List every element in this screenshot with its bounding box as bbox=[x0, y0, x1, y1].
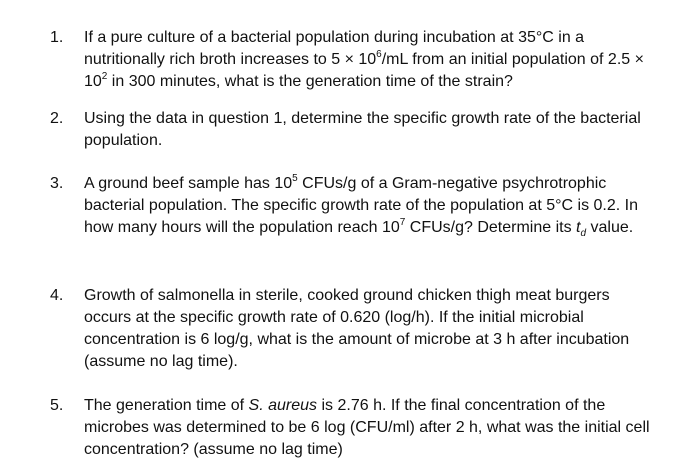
question-3-text-part: CFUs/g? Determine its bbox=[405, 219, 577, 236]
question-1-number: 1. bbox=[50, 29, 64, 46]
question-4-number: 4. bbox=[50, 287, 64, 304]
question-1-text-part: /mL from an initial population of 2.5 × 10 bbox=[84, 51, 644, 90]
question-1-text-part: If a pure culture of a bacterial population during incubation at 35°C in a nutritionally rich broth increases to 5 × 10 bbox=[84, 29, 585, 68]
question-1-text bbox=[84, 27, 650, 93]
question-1 bbox=[50, 27, 650, 93]
question-5 bbox=[50, 395, 650, 461]
question-4-text bbox=[84, 285, 650, 373]
question-4-text-part: Growth of salmonella in sterile, cooked ground chicken thigh meat burgers occurs at the specific growth rate of 0.620 (log/h). If the initial microbial concentration is 6 log/g, what is the amount of microbe at 3 h after incubation (assume no lag time). bbox=[84, 287, 630, 370]
generation-time-subscript: d bbox=[580, 228, 587, 240]
question-2-text-part: Using the data in question 1, determine the specific growth rate of the bacterial population. bbox=[84, 110, 641, 149]
exponent: 7 bbox=[399, 216, 406, 228]
question-5-text-part: is 2.76 h. If the final concentration of the microbes was determined to be 6 log (CFU/ml) after 2 h, what was the initial cell concentration? (assume no lag time) bbox=[84, 397, 650, 458]
question-4 bbox=[50, 285, 650, 373]
exponent: 6 bbox=[376, 48, 382, 60]
exponent: 5 bbox=[292, 172, 298, 184]
exponent: 2 bbox=[101, 70, 108, 82]
question-3-text bbox=[84, 173, 650, 239]
species-name: S. aureus bbox=[248, 397, 318, 414]
generation-time-symbol: t bbox=[576, 219, 581, 236]
question-2 bbox=[50, 108, 650, 152]
question-2-text bbox=[84, 108, 650, 152]
question-3-text-part: A ground beef sample has 10 bbox=[84, 175, 293, 192]
question-1-text-part: in 300 minutes, what is the generation time of the strain? bbox=[107, 73, 513, 90]
question-3 bbox=[50, 173, 650, 239]
question-2-number: 2. bbox=[50, 110, 64, 127]
question-5-text-part: The generation time of bbox=[84, 397, 249, 414]
question-3-number: 3. bbox=[50, 175, 64, 192]
question-5-number: 5. bbox=[50, 397, 64, 414]
question-3-text-part: CFUs/g of a Gram-negative psychrotrophic bacterial population. The specific growth rate of the population at 5°C is 0.2. In how many hours will the population reach 10 bbox=[84, 175, 638, 236]
question-3-text-part: value. bbox=[586, 219, 634, 236]
question-5-text bbox=[84, 395, 650, 461]
